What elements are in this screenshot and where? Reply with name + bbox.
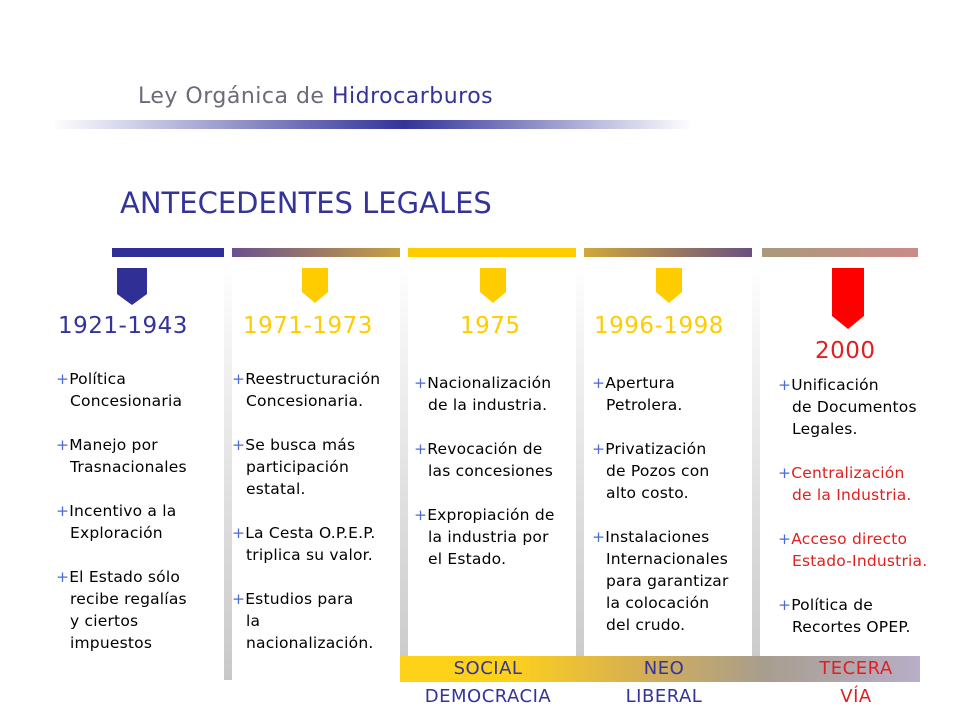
era-label-3-line1: TECERA [819,658,893,679]
plus-icon: + [778,596,792,614]
column-list-5 [778,374,927,660]
list-item: +Política Concesionaria [56,370,183,410]
plus-icon: + [56,502,70,520]
column-list-3 [414,372,555,592]
timeline-bar-5 [762,248,918,257]
arrow-marker-icon [832,268,864,330]
era-label-2-line2: LIBERAL [625,686,703,707]
plus-icon: + [414,506,428,524]
header-underline [52,120,692,129]
list-item: +Estudios para la nacionalización. [232,590,374,652]
list-item: +La Cesta O.P.E.P. triplica su valor. [232,524,376,564]
column-list-2 [232,368,380,676]
column-divider [224,258,232,680]
plus-icon: + [232,370,246,388]
timeline-bar-1 [112,248,224,257]
list-item: +Política de Recortes OPEP. [778,596,911,636]
era-label-3-line2: VÍA [840,686,872,707]
plus-icon: + [56,436,70,454]
period-label-2: 1971-1973 [243,313,373,339]
list-item: +Centralización de la Industria. [778,464,912,504]
list-item: +Expropiación de la industria por el Estado. [414,506,555,568]
plus-icon: + [56,370,70,388]
plus-icon: + [414,440,428,458]
timeline-bar-3 [408,248,576,257]
list-item: +Privatización de Pozos con alto costo. [592,440,710,502]
list-item: +Nacionalización de la industria. [414,374,552,414]
arrow-marker-icon [480,268,506,304]
era-label-2-line1: NEO [643,658,685,679]
plus-icon: + [592,528,606,546]
list-item: +Reestructuración Concesionaria. [232,370,381,410]
column-divider [576,258,584,680]
arrow-marker-icon [117,268,147,306]
list-item: +Revocación de las concesiones [414,440,553,480]
plus-icon: + [232,590,246,608]
period-label-1: 1921-1943 [58,313,188,339]
era-label-1-line2: DEMOCRACIA [424,686,552,707]
plus-icon: + [778,464,792,482]
list-item: +Se busca más participación estatal. [232,436,356,498]
plus-icon: + [232,436,246,454]
list-item: +Unificación de Documentos Legales. [778,376,917,438]
column-list-1 [56,368,187,676]
plus-icon: + [232,524,246,542]
plus-icon: + [778,530,792,548]
timeline-bar-4 [584,248,752,257]
page-title: ANTECEDENTES LEGALES [120,186,492,220]
list-item: +El Estado sólo recibe regalías y ciertos impuestos [56,568,187,652]
column-list-4 [592,372,729,658]
timeline-bar-2 [232,248,400,257]
list-item: +Incentivo a la Exploración [56,502,177,542]
list-item: +Apertura Petrolera. [592,374,683,414]
list-item: +Acceso directo Estado-Industria. [778,530,928,570]
plus-icon: + [592,374,606,392]
period-label-4: 1996-1998 [594,313,724,339]
era-label-1-line1: SOCIAL [453,658,523,679]
plus-icon: + [414,374,428,392]
header-accent: Hidrocarburos [331,84,494,109]
arrow-marker-icon [302,268,328,304]
list-item: +Instalaciones Internacionales para garantizar la colocación del crudo. [592,528,729,634]
plus-icon: + [56,568,70,586]
header-title [138,84,493,109]
plus-icon: + [778,376,792,394]
header-prefix: Ley Orgánica de [138,84,332,109]
column-divider [752,258,760,680]
column-divider [400,258,408,680]
plus-icon: + [592,440,606,458]
list-item: +Manejo por Trasnacionales [56,436,187,476]
arrow-marker-icon [656,268,682,304]
period-label-3: 1975 [460,313,521,339]
period-label-5: 2000 [815,338,876,364]
